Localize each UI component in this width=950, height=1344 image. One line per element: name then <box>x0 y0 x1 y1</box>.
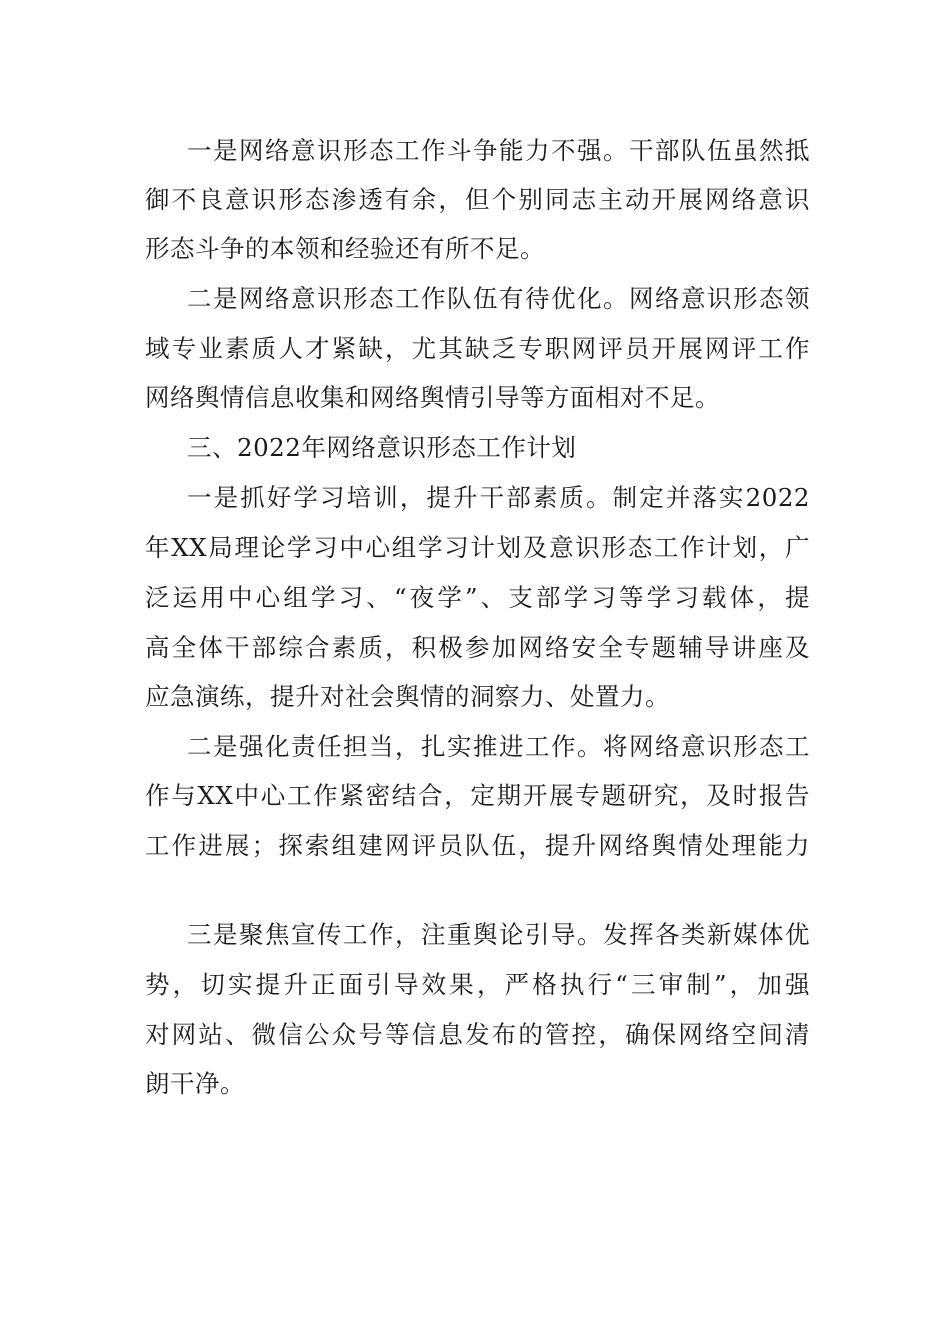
paragraph-plan-3-line-3: 对网站、微信公众号等信息发布的管控，确保网络空间清 <box>145 1020 810 1049</box>
paragraph-weakness-1-line-2: 御不良意识形态渗透有余，但个别同志主动开展网络意识 <box>145 185 810 214</box>
paragraph-plan-3-line-2: 势，切实提升正面引导效果，严格执行“三审制”，加强 <box>145 970 810 999</box>
paragraph-weakness-2-line-1: 二是网络意识形态工作队伍有待优化。网络意识形态领 <box>187 284 810 313</box>
paragraph-weakness-2-line-2: 域专业素质人才紧缺，尤其缺乏专职网评员开展网评工作 <box>145 334 810 363</box>
section-heading: 三、2022年网络意识形态工作计划 <box>187 433 577 462</box>
paragraph-plan-2-line-1: 二是强化责任担当，扎实推进工作。将网络意识形态工 <box>187 732 810 761</box>
paragraph-plan-2-line-2: 作与XX中心工作紧密结合，定期开展专题研究，及时报告 <box>145 781 810 810</box>
paragraph-plan-1-line-5: 应急演练，提升对社会舆情的洞察力、处置力。 <box>145 682 670 711</box>
paragraph-plan-2-line-3: 工作进展；探索组建网评员队伍，提升网络舆情处理能力 <box>145 831 810 860</box>
paragraph-weakness-1-line-1: 一是网络意识形态工作斗争能力不强。干部队伍虽然抵 <box>187 136 810 165</box>
paragraph-plan-3-line-4: 朗干净。 <box>145 1069 245 1098</box>
paragraph-weakness-1-line-3: 形态斗争的本领和经验还有所不足。 <box>145 234 545 263</box>
paragraph-weakness-2-line-3: 网络舆情信息收集和网络舆情引导等方面相对不足。 <box>145 383 720 412</box>
paragraph-plan-3-line-1: 三是聚焦宣传工作，注重舆论引导。发挥各类新媒体优 <box>187 920 810 949</box>
paragraph-plan-1-line-4: 高全体干部综合素质，积极参加网络安全专题辅导讲座及 <box>145 633 810 662</box>
paragraph-plan-1-line-2: 年XX局理论学习中心组学习计划及意识形态工作计划，广 <box>145 533 810 562</box>
paragraph-plan-1-line-1: 一是抓好学习培训，提升干部素质。制定并落实2022 <box>187 483 810 512</box>
paragraph-plan-1-line-3: 泛运用中心组学习、“夜学”、支部学习等学习载体，提 <box>145 583 810 612</box>
